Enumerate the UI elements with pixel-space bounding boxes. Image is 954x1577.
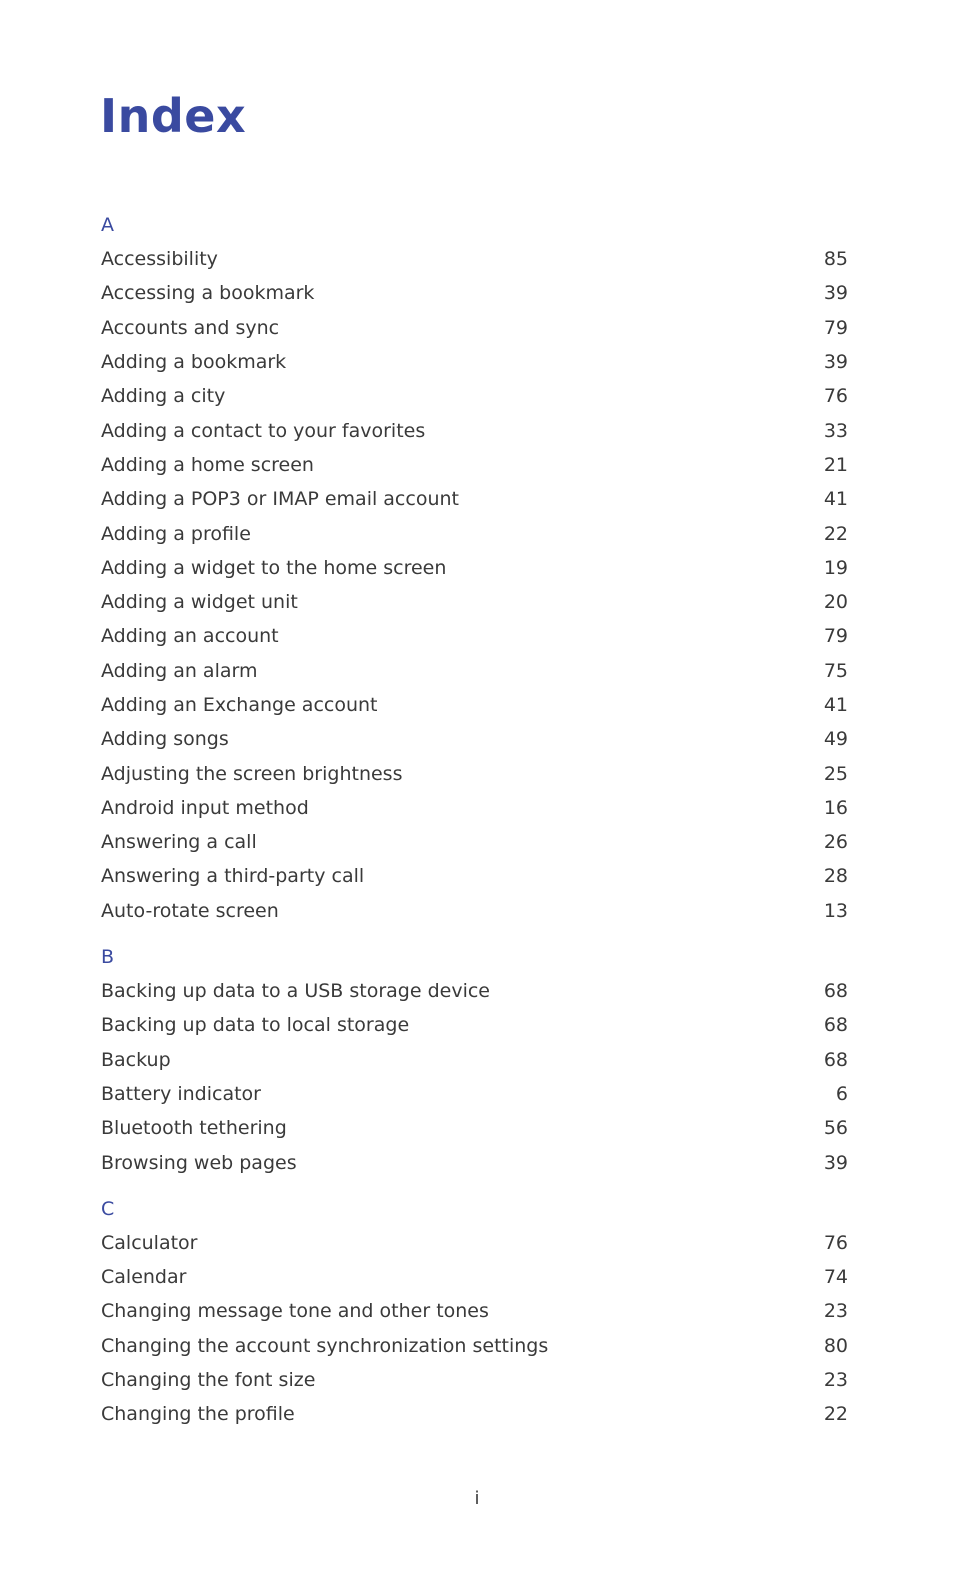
entry-term: Backup [101,1048,171,1071]
entry-page: 19 [823,556,848,579]
entry-page: 6 [835,1082,848,1105]
entry-term: Adding a home screen [101,453,314,476]
index-entry [101,859,848,893]
index-section-c [101,1192,848,1432]
entry-term: Adding a contact to your favorites [101,419,426,442]
entry-page: 22 [823,1403,848,1426]
index-section-b [101,940,848,1180]
entry-term: Adding a POP3 or IMAP email account [101,488,459,511]
index-entry [101,974,848,1008]
entry-term: Accessing a bookmark [101,282,315,305]
entry-page: 79 [823,625,848,648]
entry-term: Calendar [101,1266,187,1289]
index-entry [101,242,848,276]
entry-page: 21 [823,453,848,476]
index-entry [101,551,848,585]
entry-term: Accessibility [101,248,218,271]
entry-term: Answering a call [101,831,257,854]
entry-term: Accounts and sync [101,316,280,339]
entry-term: Adding a widget unit [101,591,298,614]
entry-term: Android input method [101,796,309,819]
entry-page: 39 [823,1151,848,1174]
entry-page: 25 [823,762,848,785]
page-title: Index [100,89,247,143]
entry-page: 68 [823,1048,848,1071]
index-entry [101,619,848,653]
entry-term: Battery indicator [101,1082,261,1105]
entry-term: Answering a third-party call [101,865,365,888]
entry-page: 74 [823,1266,848,1289]
entry-page: 49 [823,728,848,751]
index-entry [101,1145,848,1179]
page-number: i [474,1488,480,1509]
entry-page: 76 [823,1231,848,1254]
index-entry [101,1260,848,1294]
entry-page: 16 [823,796,848,819]
index-entry [101,1077,848,1111]
entry-page: 26 [823,831,848,854]
entry-term: Adding an Exchange account [101,694,378,716]
index-entry [101,1226,848,1260]
entry-term: Adding a widget to the home screen [101,556,447,579]
index-entry [101,311,848,345]
entry-page: 41 [823,488,848,511]
entry-term: Adding songs [101,728,229,751]
entry-page: 56 [823,1117,848,1140]
entry-term: Browsing web pages [101,1151,297,1174]
index-entry [101,1008,848,1042]
entry-page: 13 [823,899,848,922]
index-entry [101,1363,848,1397]
entry-page: 22 [823,522,848,545]
entry-term: Auto-rotate screen [101,899,279,922]
entry-term: Changing message tone and other tones [101,1300,489,1323]
entry-page: 75 [823,659,848,682]
entry-page: 33 [823,419,848,442]
entry-term: Bluetooth tethering [101,1117,287,1140]
entry-page: 68 [823,980,848,1003]
entry-term: Calculator [101,1231,198,1254]
entry-term: Adding a bookmark [101,351,287,374]
index-entry [101,1294,848,1328]
index-entry [101,516,848,550]
entry-term: Changing the font size [101,1369,316,1392]
entry-page: 39 [823,351,848,374]
section-letter: A [101,214,114,236]
entry-term: Adding a city [101,385,226,408]
entry-page: 68 [823,1014,848,1037]
index-entry [101,585,848,619]
entry-page: 23 [823,1369,848,1392]
index-entry [101,345,848,379]
entry-page: 79 [823,316,848,339]
index-entry [101,1397,848,1431]
section-letter: C [101,1197,115,1220]
index-entry [101,756,848,790]
index-entry [101,448,848,482]
entry-page: 85 [823,248,848,271]
index-entry [101,688,848,722]
index-entry [101,379,848,413]
entry-term: Adding an account [101,625,279,648]
entry-term: Changing the account synchronization settings [101,1334,549,1357]
entry-page: 80 [823,1334,848,1357]
index-entry [101,791,848,825]
index-entry [101,825,848,859]
index-entry [101,1111,848,1145]
index-entry [101,654,848,688]
entry-term: Backing up data to a USB storage device [101,980,490,1003]
entry-term: Adjusting the screen brightness [101,762,403,785]
index-entry [101,1329,848,1363]
index-entry [101,1043,848,1077]
index-entry-list [101,1226,848,1432]
entry-term: Backing up data to local storage [101,1014,410,1037]
entry-page: 20 [823,591,848,614]
index-entry [101,276,848,310]
index-entry [101,482,848,516]
entry-page: 23 [823,1300,848,1323]
index-body [101,208,848,1444]
entry-page: 28 [823,865,848,888]
index-entry [101,722,848,756]
entry-page: 41 [823,694,848,716]
index-entry [101,894,848,928]
entry-page: 76 [823,385,848,408]
index-entry-list [101,242,848,928]
entry-term: Changing the profile [101,1403,295,1426]
index-entry [101,413,848,447]
section-letter: B [101,945,115,968]
entry-page: 39 [823,282,848,305]
entry-term: Adding an alarm [101,659,258,682]
entry-term: Adding a profile [101,522,251,545]
index-entry-list [101,974,848,1180]
index-section-a [101,208,848,928]
